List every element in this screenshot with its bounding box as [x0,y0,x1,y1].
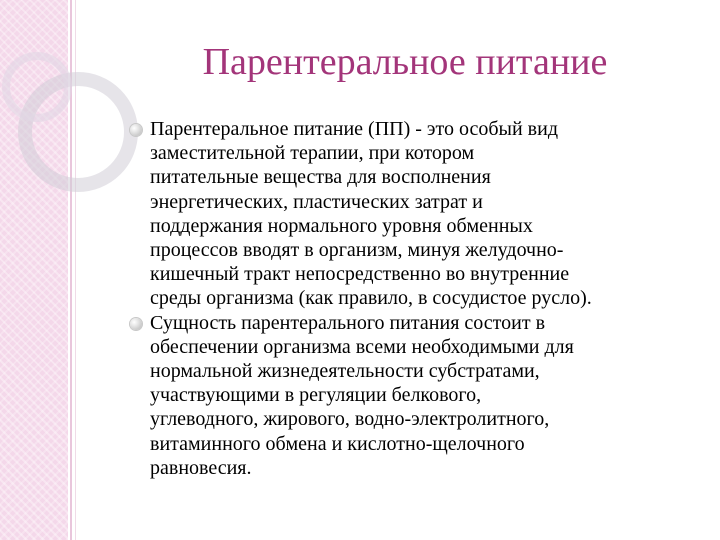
text-line: Парентеральное питание (ПП) - это особый вид [150,118,558,140]
text-line: питательные вещества для восполнения [150,166,491,189]
bullet-text-2 [150,311,715,480]
text-line: кишечный тракт непосредственно во внутренние [150,263,570,286]
slide-title: Парентеральное питание [202,41,608,83]
text-line: Сущность парентерального питания состоит в [150,311,546,334]
text-line: нормальной жизнедеятельности субстратами, [150,360,540,383]
text-line: поддержания нормального уровня обменных [150,214,533,237]
text-line: процессов вводят в организм, минуя желудочно- [150,239,564,262]
bullet-item-2 [130,311,715,480]
text-line: углеводного, жирового, водно-электролитного, [150,408,550,431]
text-line: среды организма (как правило, в сосудистое русло). [150,287,592,310]
text-line: участвующими в регуляции белкового, [150,384,482,407]
round-bullet-icon [130,124,142,136]
text-line: равновесия. [150,456,252,479]
bullet-item-1 [130,117,715,311]
text-line: витаминного обмена и кислотно-щелочного [150,432,525,455]
text-line: энергетических, пластических затрат и [150,190,483,213]
slide-body [130,117,715,480]
text-line: заместительной терапии, при котором [150,142,475,165]
text-line: обеспечении организма всеми необходимыми для [150,335,574,358]
round-bullet-icon [130,318,142,330]
bullet-text-1 [150,117,715,311]
decorative-ring-small [2,52,72,122]
